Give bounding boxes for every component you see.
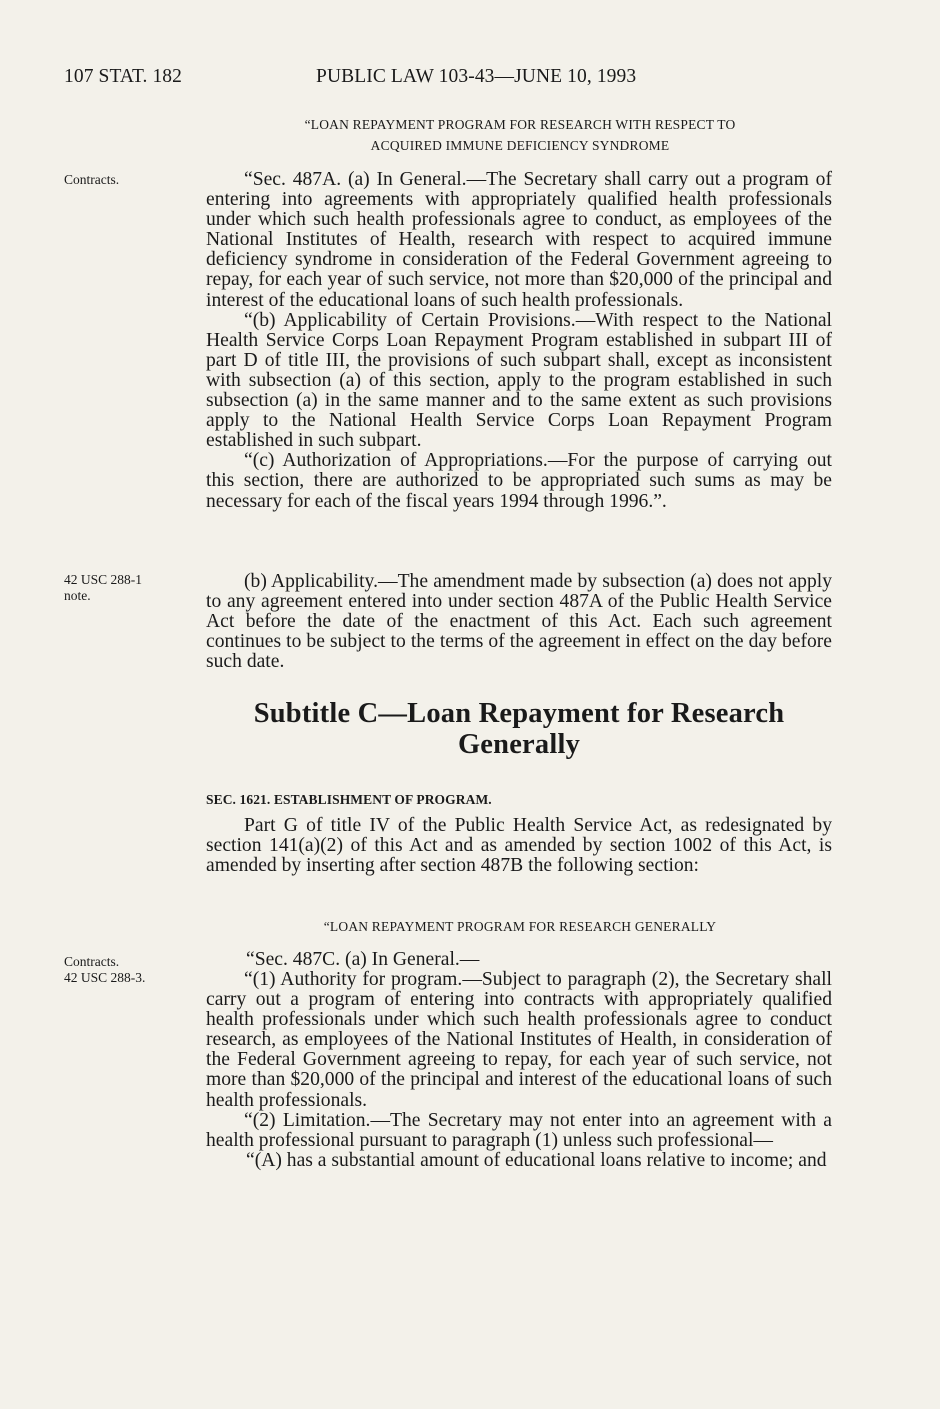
stat-page-number: 107 STAT. 182 — [64, 66, 183, 87]
section-title-aids — [208, 114, 832, 156]
margin-note-line: Contracts. — [64, 954, 120, 969]
section-1621-heading: SEC. 1621. ESTABLISHMENT OF PROGRAM. — [206, 792, 492, 807]
margin-note-usc-288-1 — [64, 572, 194, 604]
paragraph-487a-c: “(c) Authorization of Appropriations.—For the purpose of carrying out this section, there are authorized to be appropriated such sums as may be necessary for each of the fiscal years 1994 through 1996.”. — [206, 450, 832, 512]
section-title-general: “LOAN REPAYMENT PROGRAM FOR RESEARCH GENERALLY — [323, 919, 717, 934]
law-title-header: PUBLIC LAW 103-43—JUNE 10, 1993 — [316, 66, 637, 87]
subtitle-line: Generally — [457, 729, 581, 760]
section-487a-body — [206, 170, 832, 512]
subtitle-line: Subtitle C—Loan Repayment for Research — [253, 698, 785, 729]
paragraph-487c-2: “(2) Limitation.—The Secretary may not enter into an agreement with a health professional pursuant to paragraph (1) unless such professional— — [206, 1109, 832, 1151]
paragraph-487a-b: “(b) Applicability of Certain Provisions.—With respect to the National Health Service Corps Loan Repayment Program established in subpart III of part D of title III, the provisions of such subpart shall, except as inconsistent with subsection (a) of this section, apply to the program established in such subsection (a) in the same manner and to the same extent as such provisions apply to the National Health Service Corps Loan Repayment Program established in such subpart. — [206, 309, 832, 452]
subtitle-heading — [206, 698, 832, 760]
paragraph-1621-intro: Part G of title IV of the Public Health Service Act, as redesignated by section 141(a)(2) of this Act and as amended by section 1002 of this Act, is amended by inserting after section 487B the following section: — [206, 815, 832, 877]
paragraph-487c-2a — [206, 1151, 832, 1171]
paragraph-487c-1: “(1) Authority for program.—Subject to paragraph (2), the Secretary shall carry out a program of entering into contracts with appropriately qualified health professionals under which such health professionals agree to conduct research, as employees of the National Institutes of Health, in consideration of the Federal Government agreeing to repay, for each year of such service, not more than $20,000 of the principal and interest of the educational loans of such health professionals. — [206, 969, 832, 1111]
section-title-line: “LOAN REPAYMENT PROGRAM FOR RESEARCH WITH RESPECT TO — [304, 117, 736, 132]
section-487c-body — [246, 950, 832, 970]
applicability-body — [206, 572, 832, 672]
section-title-line: ACQUIRED IMMUNE DEFICIENCY SYNDROME — [370, 138, 670, 153]
paragraph-487c-2a-text: “(A) has a substantial amount of educational loans relative to income; and — [246, 1149, 827, 1171]
margin-note-line: 42 USC 288-3. — [64, 970, 146, 985]
paragraph-applicability: (b) Applicability.—The amendment made by subsection (a) does not apply to any agreement entered into under section 487A of the Public Health Service Act before the date of the enactment of this Act. Each such agreement continues to be subject to the terms of the agreement in effect on the day before such date. — [206, 571, 832, 673]
margin-note-contracts: Contracts. — [64, 172, 120, 187]
margin-note-line: 42 USC 288-1 — [64, 572, 143, 587]
paragraph-487a-a: “Sec. 487A. (a) In General.—The Secretary shall carry out a program of entering into agreements with appropriately qualified health professionals under which such health professionals agree to conduct, as employees of the National Institutes of Health, research with respect to acquired immune deficiency syndrome in consideration of the Federal Government agreeing to repay, for each year of such service, not more than $20,000 of the principal and interest of the educational loans of such health professionals. — [206, 169, 832, 311]
section-1621-intro — [206, 816, 832, 876]
margin-note-contracts-2 — [64, 954, 194, 986]
margin-note-line: note. — [64, 588, 91, 603]
section-487c-paragraphs — [206, 970, 832, 1171]
paragraph-487c-heading: “Sec. 487C. (a) In General.— — [246, 949, 480, 970]
